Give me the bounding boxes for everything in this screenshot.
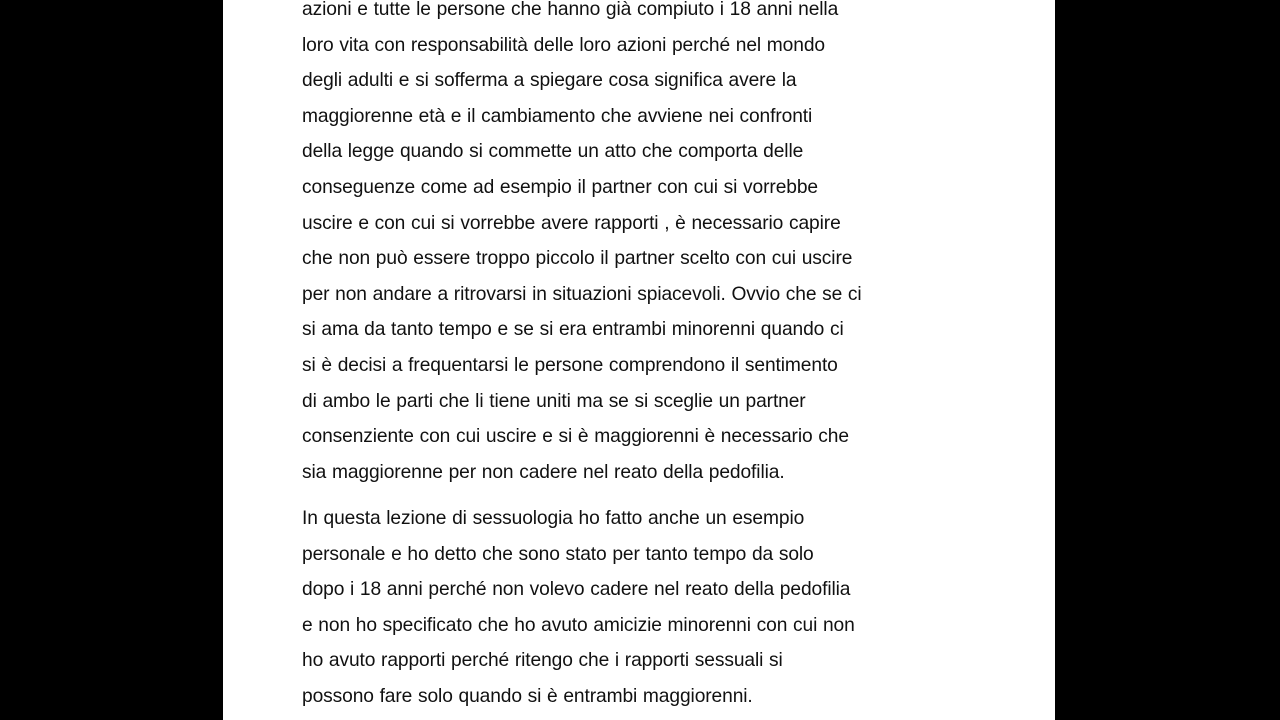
text-line: per non andare a ritrovarsi in situazioni spiacevoli. Ovvio che se ci (302, 283, 862, 305)
text-line: azioni e tutte le persone che hanno già compiuto i 18 anni nella (302, 0, 839, 20)
text-line: possono fare solo quando si è entrambi maggiorenni. (302, 685, 753, 707)
text-line: ho avuto rapporti perché ritengo che i rapporti sessuali si (302, 650, 783, 672)
text-line: consenziente con cui uscire e si è maggiorenni è necessario che (302, 426, 849, 448)
text-line: si ama da tanto tempo e se si era entrambi minorenni quando ci (302, 319, 844, 341)
text-line: della legge quando si commette un atto che comporta delle (302, 141, 804, 163)
paragraph-2 (302, 501, 1002, 715)
text-line: maggiorenne età e il cambiamento che avviene nei confronti (302, 105, 813, 127)
text-line: conseguenze come ad esempio il partner con cui si vorrebbe (302, 176, 818, 198)
text-line: personale e ho detto che sono stato per tanto tempo da solo (302, 543, 814, 565)
text-line: dopo i 18 anni perché non volevo cadere nel reato della pedofilia (302, 579, 851, 601)
text-line: di ambo le parti che li tiene uniti ma se si sceglie un partner (302, 390, 806, 412)
document-page (223, 0, 1055, 720)
text-line: In questa lezione di sessuologia ho fatto anche un esempio (302, 508, 805, 529)
text-line: loro vita con responsabilità delle loro azioni perché nel mondo (302, 34, 825, 56)
text-line: degli adulti e si sofferma a spiegare cosa significa avere la (302, 70, 797, 92)
text-line: sia maggiorenne per non cadere nel reato della pedofilia. (302, 461, 785, 483)
text-line: uscire e con cui si vorrebbe avere rapporti , è necessario capire (302, 212, 841, 234)
text-line: e non ho specificato che ho avuto amicizie minorenni con cui non (302, 614, 855, 636)
text-line: si è decisi a frequentarsi le persone comprendono il sentimento (302, 354, 838, 376)
text-line: che non può essere troppo piccolo il partner scelto con cui uscire (302, 248, 853, 270)
paragraph-1 (302, 0, 1002, 490)
